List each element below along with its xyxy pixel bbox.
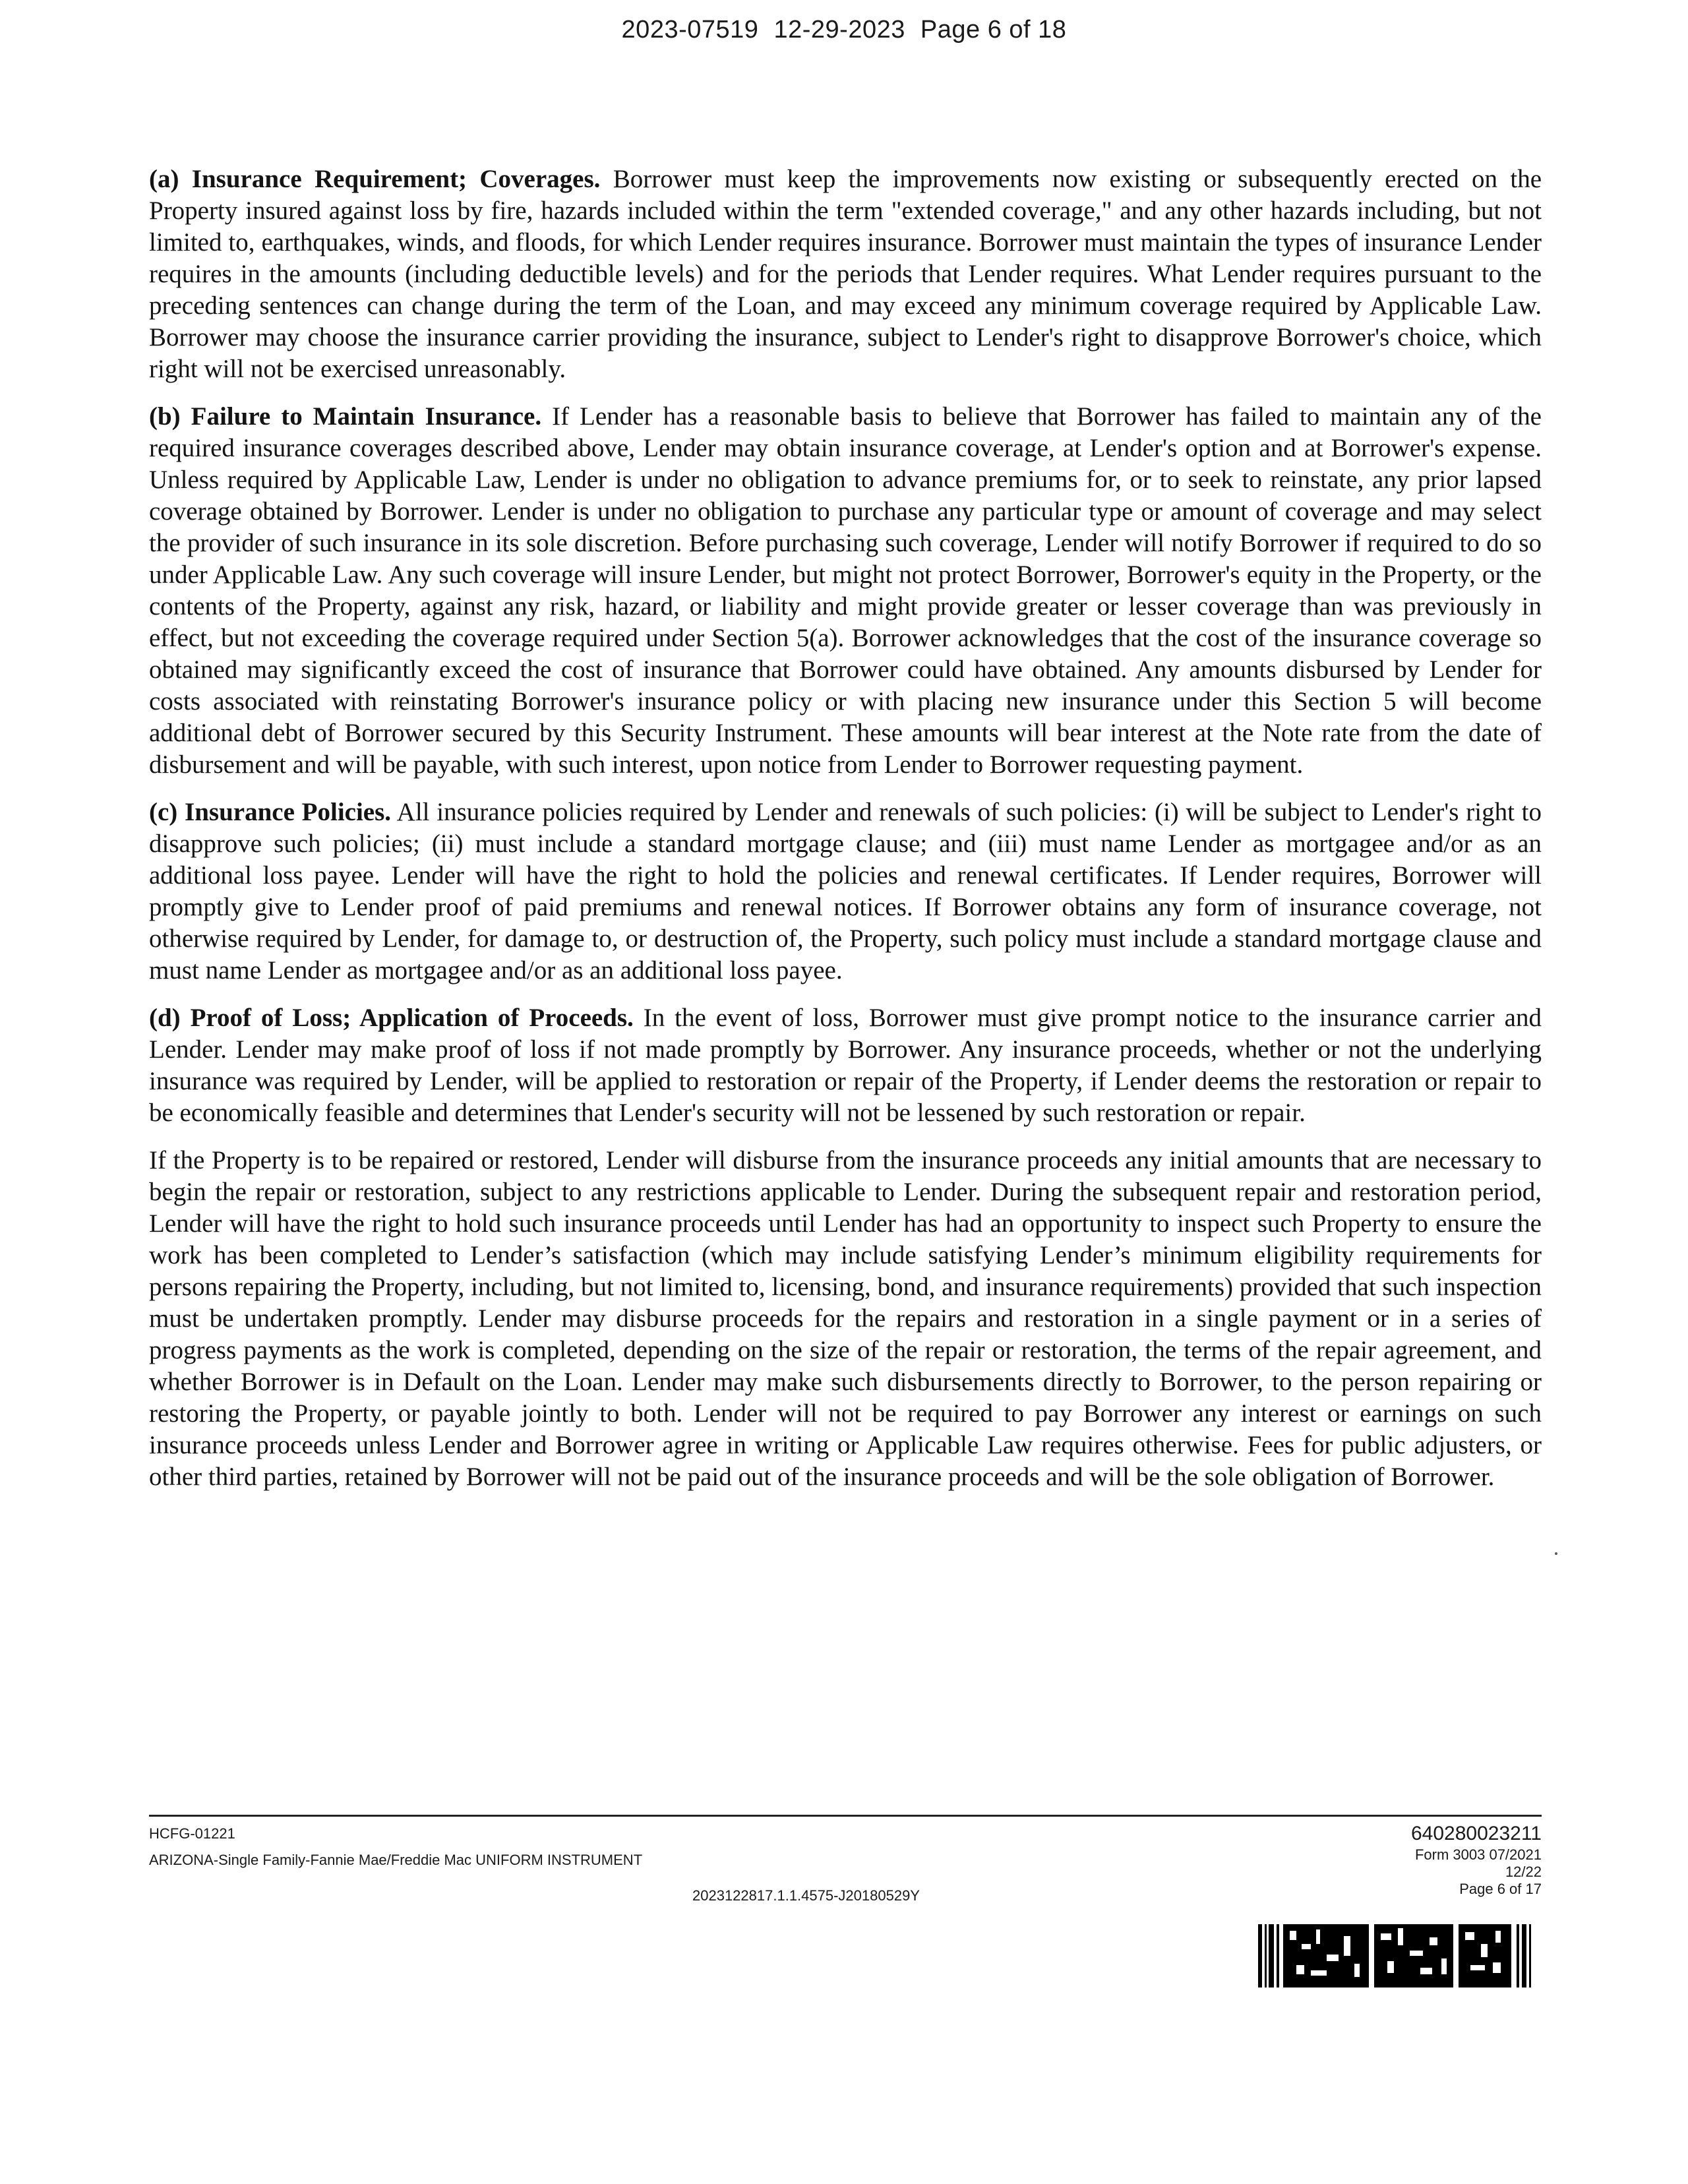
section-heading: (b) Failure to Maintain Insurance.	[149, 402, 542, 431]
section-text: All insurance policies required by Lender and renewals of such policies: (i) will be subject to Lender's right to disapprove such policies; (ii) must include a standard mortgage clause; and (iii) must name Lender as mortgagee and/or as an additional loss payee. Lender will have the right to hold the policies and renewal certificates. If Lender requires, Borrower will promptly give to Lender proof of paid premiums and renewal notices. If Borrower obtains any form of insurance coverage, not otherwise required by Lender, for damage to, or destruction of, the Property, such policy must include a standard mortgage clause and must name Lender as mortgagee and/or as an additional loss payee.	[149, 798, 1542, 985]
section-heading: (d) Proof of Loss; Application of Proceeds.	[149, 1004, 634, 1032]
section-text: Borrower must keep the improvements now existing or subsequently erected on the Property insured against loss by fire, hazards included within the term "extended coverage," and any other hazards including, but not limited to, earthquakes, winds, and floods, for which Lender requires insurance. Borrower must maintain the types of insurance Lender requires in the amounts (including deductible levels) and for the periods that Lender requires. What Lender requires pursuant to the preceding sentences can change during the term of the Loan, and may exceed any minimum coverage required by Applicable Law. Borrower may choose the insurance carrier providing the insurance, subject to Lender's right to disapprove Borrower's choice, which right will not be exercised unreasonably.	[149, 165, 1542, 383]
barcode-image	[1258, 1924, 1535, 1987]
loan-number: 640280023211	[1411, 1823, 1542, 1844]
section-c	[149, 797, 1542, 986]
document-body	[149, 164, 1542, 1509]
form-revision: 12/22	[1505, 1864, 1542, 1880]
section-text: If the Property is to be repaired or restored, Lender will disburse from the insurance proceeds any initial amounts that are necessary to begin the repair or restoration, subject to any restrictions applicable to Lender. During the subsequent repair and restoration period, Lender will have the right to hold such insurance proceeds until Lender has had an opportunity to inspect such Property to ensure the work has been completed to Lender’s satisfaction (which may include satisfying Lender’s minimum eligibility requirements for persons repairing the Property, including, but not limited to, licensing, bond, and insurance requirements) provided that such inspection must be undertaken promptly. Lender may disburse proceeds for the repairs and restoration in a single payment or in a series of progress payments as the work is completed, depending on the size of the repair or restoration, the terms of the repair agreement, and whether Borrower is in Default on the Loan. Lender may make such disbursements directly to Borrower, to the person repairing or restoring the Property, or payable jointly to both. Lender will not be required to pay Borrower any interest or earnings on such insurance proceeds unless Lender and Borrower agree in writing or Applicable Law requires otherwise. Fees for public adjusters, or other third parties, retained by Borrower will not be paid out of the insurance proceeds and will be the sole obligation of Borrower.	[149, 1146, 1542, 1491]
instrument-title: ARIZONA-Single Family-Fannie Mae/Freddie Mac UNIFORM INSTRUMENT	[149, 1852, 643, 1868]
form-info	[1411, 1821, 1542, 1898]
section-text: If Lender has a reasonable basis to believe that Borrower has failed to maintain any of the required insurance coverages described above, Lender may obtain insurance coverage, at Lender's option and at Borrower's expense. Unless required by Applicable Law, Lender is under no obligation to advance premiums for, or to seek to reinstate, any prior lapsed coverage obtained by Borrower. Lender is under no obligation to purchase any particular type or amount of coverage and may select the provider of such insurance in its sole discretion. Before purchasing such coverage, Lender will notify Borrower if required to do so under Applicable Law. Any such coverage will insure Lender, but might not protect Borrower, Borrower's equity in the Property, or the contents of the Property, against any risk, hazard, or liability and might provide greater or lesser coverage than was previously in effect, but not exceeding the coverage required under Section 5(a). Borrower acknowledges that the cost of the insurance coverage so obtained may significantly exceed the cost of insurance that Borrower could have obtained. Any amounts disbursed by Lender for costs associated with reinstating Borrower's insurance policy or with placing new insurance under this Section 5 will become additional debt of Borrower secured by this Security Instrument. These amounts will bear interest at the Note rate from the date of disbursement and will be payable, with such interest, upon notice from Lender to Borrower requesting payment.	[149, 402, 1542, 779]
recording-date: 12-29-2023	[773, 16, 905, 44]
form-number: Form 3003 07/2021	[1414, 1846, 1542, 1863]
form-code: HCFG-01221	[149, 1825, 235, 1842]
scan-speck	[1555, 1552, 1557, 1555]
recording-page: Page 6 of 18	[920, 16, 1067, 44]
section-a	[149, 164, 1542, 385]
document-id: 2023122817.1.1.4575-J20180529Y	[692, 1887, 920, 1904]
footer-divider	[149, 1815, 1542, 1817]
section-d-continued	[149, 1145, 1542, 1493]
section-d	[149, 1002, 1542, 1129]
form-page: Page 6 of 17	[1459, 1881, 1542, 1897]
section-text: In the event of loss, Borrower must give prompt notice to the insurance carrier and Lender. Lender may make proof of loss if not made promptly by Borrower. Any insurance proceeds, whether or not the underlying insurance was required by Lender, will be applied to restoration or repair of the Property, if Lender deems the restoration or repair to be economically feasible and determines that Lender's security will not be lessened by such restoration or repair.	[149, 1004, 1542, 1127]
page-header	[0, 16, 1688, 44]
section-heading: (c) Insurance Policies.	[149, 798, 392, 826]
section-b	[149, 401, 1542, 781]
section-heading: (a) Insurance Requirement; Coverages.	[149, 165, 601, 193]
recording-number: 2023-07519	[621, 16, 759, 44]
